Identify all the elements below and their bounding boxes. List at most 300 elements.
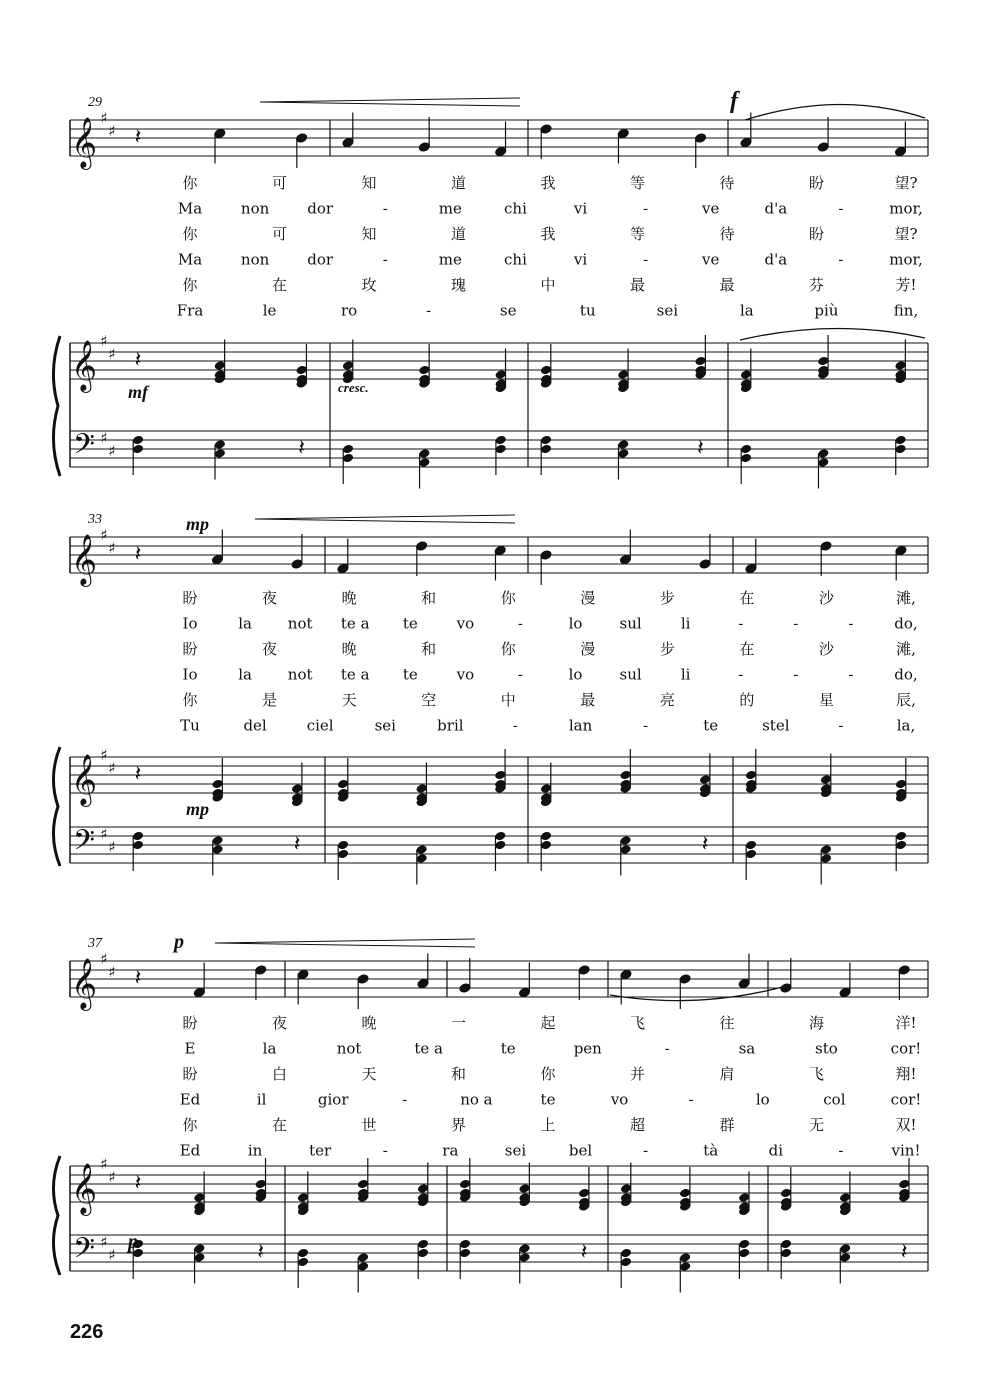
piano-lh-chord xyxy=(620,1248,632,1288)
lyric-syllable: 往 xyxy=(719,1014,735,1032)
piano-rh-chord xyxy=(518,1163,530,1208)
cresc-hairpin xyxy=(260,98,520,106)
lyric-syllable: ve xyxy=(702,199,720,218)
lyric-syllable: 你 xyxy=(500,589,516,607)
voice-note xyxy=(495,122,507,157)
lyric-syllable: do, xyxy=(894,665,918,684)
lyric-syllable: sei xyxy=(504,1141,527,1160)
lyric-syllable: 翔! xyxy=(895,1065,917,1083)
quarter-rest-icon: 𝄽 xyxy=(134,762,142,787)
lyric-syllable: - xyxy=(643,250,649,269)
lyric-syllable: 盼 xyxy=(182,589,198,607)
lyric-syllable: 芬 xyxy=(808,276,825,294)
lyric-syllable: - xyxy=(688,1090,694,1109)
lyric-syllable: 夜 xyxy=(271,1014,288,1032)
lyric-syllable: te a xyxy=(340,614,370,633)
piano-rh-chord xyxy=(694,335,706,380)
voice-note xyxy=(211,530,223,565)
lyric-syllable: 最 xyxy=(719,276,735,294)
voice-note xyxy=(342,113,354,148)
lyric-syllable: 最 xyxy=(580,691,596,709)
lyric-syllable: 夜 xyxy=(262,640,278,658)
lyric-syllable: le xyxy=(262,301,277,320)
lyric-syllable: not xyxy=(287,665,313,684)
piano-rh-chord xyxy=(894,340,906,385)
lyric-syllable: 的 xyxy=(739,691,755,709)
lyric-syllable: ter xyxy=(309,1141,332,1160)
lyric-syllable: 盼 xyxy=(808,174,825,192)
lyric-syllable: - xyxy=(426,301,432,320)
lyric-syllable: - xyxy=(793,665,799,684)
piano-lh-chord xyxy=(132,831,144,871)
lyric-syllable: 白 xyxy=(271,1065,288,1083)
lyric-syllable: 和 xyxy=(421,640,437,658)
lyric-syllable: 你 xyxy=(500,640,516,658)
lyric-syllable: dor xyxy=(307,199,334,218)
lyric-syllable: te xyxy=(500,1039,516,1058)
lyric-syllable: me xyxy=(438,250,462,269)
piano-rh-chord xyxy=(211,758,223,803)
lyric-syllable: 可 xyxy=(271,225,288,243)
voice-note xyxy=(459,958,471,993)
voice-note xyxy=(357,974,369,1009)
lyric-syllable: sei xyxy=(656,301,679,320)
piano-rh-chord xyxy=(578,1167,590,1212)
lyric-syllable: 我 xyxy=(540,225,556,243)
piano-lh-chord xyxy=(740,444,752,484)
piano-rh-chord xyxy=(494,749,506,794)
dynamic-f: f xyxy=(730,88,738,114)
lyric-syllable: 天 xyxy=(361,1065,377,1083)
lyric-syllable: te a xyxy=(414,1039,443,1058)
quarter-rest-icon: 𝄽 xyxy=(701,832,709,857)
lyric-syllable: 你 xyxy=(182,225,198,243)
lyric-syllable: 肩 xyxy=(719,1065,735,1083)
lyric-syllable: 滩, xyxy=(896,589,916,607)
voice-note xyxy=(817,117,829,152)
lyric-syllable: 界 xyxy=(450,1116,467,1134)
sharp-icon: ♯ xyxy=(100,526,108,544)
hairpin-line xyxy=(255,515,515,519)
sharp-icon: ♯ xyxy=(100,1233,108,1251)
piano-rh-chord xyxy=(357,1158,369,1203)
lyric-syllable: 起 xyxy=(540,1014,556,1032)
lyric-syllable: - xyxy=(643,716,649,735)
lyric-syllable: la xyxy=(740,301,754,320)
lyric-syllable: mor, xyxy=(889,250,923,269)
lyric-syllable: - xyxy=(382,199,388,218)
lyric-syllable: - xyxy=(643,199,649,218)
lyric-syllable: 在 xyxy=(271,1116,288,1134)
piano-lh-chord xyxy=(459,1239,471,1279)
sharp-icon: ♯ xyxy=(108,963,116,981)
treble-clef-icon: 𝄞 xyxy=(70,958,98,1009)
piano-lh-chord xyxy=(817,448,829,488)
lyric-syllable: 沙 xyxy=(818,589,834,607)
piano-lh-chord xyxy=(297,1248,309,1288)
piano-rh-chord xyxy=(745,749,757,794)
piano-rh-chord xyxy=(738,1172,750,1217)
lyric-syllable: col xyxy=(823,1090,846,1109)
lyric-syllable: 晚 xyxy=(361,1014,377,1032)
lyric-syllable: 盼 xyxy=(182,640,198,658)
piano-rh-chord xyxy=(817,335,829,380)
lyric-syllable: 步 xyxy=(659,640,675,658)
lyric-syllable: ra xyxy=(442,1141,459,1160)
quarter-rest-icon: 𝄽 xyxy=(900,1240,908,1265)
lyric-syllable: - xyxy=(664,1039,670,1058)
piano-lh-chord xyxy=(895,831,907,871)
lyric-syllable: - xyxy=(793,614,799,633)
lyric-syllable: Io xyxy=(182,614,198,633)
piano-lh-chord xyxy=(745,840,757,880)
bass-clef-icon: 𝄢 xyxy=(73,428,95,468)
piano-lh-chord xyxy=(738,1239,750,1279)
lyric-syllable: vin! xyxy=(891,1141,921,1160)
lyric-syllable: Ma xyxy=(177,199,203,218)
quarter-rest-icon: 𝄽 xyxy=(134,542,142,567)
lyric-syllable: 漫 xyxy=(580,589,596,607)
lyric-syllable: 在 xyxy=(271,276,288,294)
quarter-rest-icon: 𝄽 xyxy=(298,436,306,461)
system-1 xyxy=(53,95,928,489)
voice-note xyxy=(679,974,691,1009)
piano-rh-chord xyxy=(619,749,631,794)
lyric-syllable: - xyxy=(838,716,844,735)
lyric-syllable: 洋! xyxy=(895,1014,917,1032)
piano-lh-chord xyxy=(820,844,832,884)
treble-clef-icon: 𝄞 xyxy=(70,340,98,391)
lyric-syllable: sul xyxy=(619,614,642,633)
lyric-syllable: - xyxy=(738,614,744,633)
lyric-syllable: se xyxy=(499,301,517,320)
lyric-syllable: Ma xyxy=(177,250,203,269)
voice-note xyxy=(417,954,429,989)
lyric-syllable: la xyxy=(238,614,252,633)
lyric-syllable: 和 xyxy=(421,589,437,607)
lyric-syllable: vi xyxy=(573,250,588,269)
lyric-syllable: te xyxy=(540,1090,556,1109)
sharp-icon: ♯ xyxy=(100,950,108,968)
treble-clef-icon: 𝄞 xyxy=(70,534,98,585)
lyric-syllable: 待 xyxy=(719,225,735,243)
lyric-syllable: vo xyxy=(456,665,475,684)
piano-lh-chord xyxy=(357,1252,369,1292)
voice-note xyxy=(578,965,590,1000)
piano-rh-chord xyxy=(839,1172,851,1217)
sharp-icon: ♯ xyxy=(108,759,116,777)
lyric-syllable: Ed xyxy=(179,1141,201,1160)
voice-note xyxy=(738,954,750,989)
lyric-syllable: cor! xyxy=(890,1090,922,1109)
lyric-syllable: chi xyxy=(504,199,527,218)
lyric-syllable: - xyxy=(643,1141,649,1160)
lyric-syllable: la xyxy=(238,665,252,684)
hairpin-line xyxy=(255,519,515,523)
sharp-icon: ♯ xyxy=(108,539,116,557)
voice-note xyxy=(418,117,430,152)
lyric-syllable: - xyxy=(517,614,524,633)
page-number: 226 xyxy=(70,1321,104,1343)
piano-rh-chord xyxy=(780,1167,792,1212)
quarter-rest-icon: 𝄽 xyxy=(134,348,142,373)
voice-note xyxy=(193,963,205,998)
system-2 xyxy=(53,512,928,885)
cresc-hairpin xyxy=(215,939,475,947)
piano-rh-chord xyxy=(417,1163,429,1208)
voice-note xyxy=(540,550,552,585)
system-3 xyxy=(53,936,928,1293)
lyric-syllable: 望? xyxy=(894,174,918,192)
lyric-syllable: tu xyxy=(579,301,596,320)
lyric-syllable: fin, xyxy=(893,301,919,320)
lyric-syllable: ciel xyxy=(306,716,334,735)
piano-rh-chord xyxy=(495,349,507,394)
lyric-syllable: bel xyxy=(568,1141,593,1160)
lyric-syllable: dor xyxy=(307,250,334,269)
quarter-rest-icon: 𝄽 xyxy=(134,966,142,991)
piano-rh-chord xyxy=(214,340,226,385)
lyric-syllable: 无 xyxy=(808,1116,825,1134)
piano-lh-chord xyxy=(518,1243,530,1283)
lyric-syllable: 飞 xyxy=(629,1014,646,1032)
piano-rh-chord xyxy=(337,758,349,803)
hairpin-line xyxy=(260,98,520,102)
lyric-syllable: 天 xyxy=(341,691,357,709)
lyric-syllable: 空 xyxy=(421,691,437,709)
voice-note xyxy=(745,539,757,574)
quarter-rest-icon: 𝄽 xyxy=(697,436,704,461)
voice-note xyxy=(337,539,349,574)
voice-note xyxy=(295,133,307,168)
lyric-syllable: sei xyxy=(374,716,396,735)
piano-lh-chord xyxy=(619,835,631,875)
piano-lh-chord xyxy=(193,1243,205,1283)
dynamic-p: p xyxy=(128,1231,138,1253)
lyric-syllable: gior xyxy=(317,1090,349,1109)
cresc-hairpin xyxy=(255,515,515,523)
lyric-syllable: Fra xyxy=(176,301,204,320)
lyric-syllable: no a xyxy=(460,1090,493,1109)
voice-note xyxy=(494,545,506,580)
lyric-syllable: cor! xyxy=(890,1039,922,1058)
lyric-syllable: 并 xyxy=(629,1065,646,1083)
piano-rh-chord xyxy=(820,754,832,799)
piano-lh-chord xyxy=(540,435,552,475)
hairpin-line xyxy=(215,943,475,947)
tie xyxy=(610,985,790,1001)
lyric-syllable: sto xyxy=(815,1039,838,1058)
lyric-syllable: stel xyxy=(762,716,790,735)
lyric-syllable: 待 xyxy=(719,174,735,192)
quarter-rest-icon: 𝄽 xyxy=(257,1240,265,1265)
lyric-syllable: 芳! xyxy=(895,276,917,294)
lyric-syllable: 盼 xyxy=(182,1065,198,1083)
voice-note xyxy=(291,534,303,569)
voice-note xyxy=(540,124,552,159)
voice-note xyxy=(780,958,792,993)
piano-rh-chord xyxy=(898,1158,910,1203)
piano-lh-chord xyxy=(214,439,226,479)
voice-note xyxy=(894,122,906,157)
piano-rh-chord xyxy=(679,1167,691,1212)
lyric-syllable: 海 xyxy=(808,1014,825,1032)
lyric-syllable: ve xyxy=(702,250,720,269)
lyric-syllable: 上 xyxy=(540,1116,556,1134)
piano-brace xyxy=(53,747,60,866)
lyric-syllable: 和 xyxy=(450,1065,467,1083)
lyric-syllable: 望? xyxy=(894,225,918,243)
lyric-syllable: sul xyxy=(619,665,642,684)
piano-rh-chord xyxy=(740,349,752,394)
piano-lh-chord xyxy=(894,435,906,475)
lyric-syllable: - xyxy=(838,1141,844,1160)
sharp-icon: ♯ xyxy=(108,122,116,140)
quarter-rest-icon: 𝄽 xyxy=(134,1171,142,1196)
lyric-syllable: ro xyxy=(341,301,358,320)
lyric-syllable: do, xyxy=(894,614,918,633)
sharp-icon: ♯ xyxy=(108,838,116,856)
bass-clef-icon: 𝄢 xyxy=(73,824,95,864)
lyric-syllable: 盼 xyxy=(808,225,825,243)
lyric-syllable: 星 xyxy=(818,691,834,709)
dynamic-mp: mp xyxy=(186,514,210,534)
voice-note xyxy=(694,133,706,168)
lyric-syllable: li xyxy=(680,665,691,684)
lyric-syllable: - xyxy=(517,665,524,684)
voice-note xyxy=(620,969,632,1004)
lyric-syllable: E xyxy=(184,1039,196,1058)
lyric-syllable: d'a xyxy=(764,250,788,269)
lyric-syllable: - xyxy=(382,1141,388,1160)
piano-rh-chord xyxy=(617,349,629,394)
lyric-syllable: me xyxy=(438,199,462,218)
sharp-icon: ♯ xyxy=(100,746,108,764)
treble-clef-icon: 𝄞 xyxy=(70,754,98,805)
voice-note xyxy=(255,965,267,1000)
dynamic-mp: mp xyxy=(186,799,210,819)
piano-rh-chord xyxy=(291,763,303,808)
treble-clef-icon: 𝄞 xyxy=(70,117,98,168)
lyric-syllable: mor, xyxy=(889,199,923,218)
piano-lh-chord xyxy=(617,439,629,479)
measure-number: 37 xyxy=(88,936,102,951)
piano-lh-chord xyxy=(418,448,430,488)
lyric-syllable: 双! xyxy=(895,1116,917,1134)
lyric-syllable: in xyxy=(247,1141,263,1160)
hairpin-line xyxy=(215,939,475,943)
lyric-syllable: 晚 xyxy=(341,640,357,658)
lyric-syllable: 是 xyxy=(262,691,278,709)
sharp-icon: ♯ xyxy=(100,109,108,127)
lyric-syllable: 道 xyxy=(450,174,467,192)
piano-rh-chord xyxy=(415,763,427,808)
lyric-syllable: lo xyxy=(568,665,583,684)
lyric-syllable: 等 xyxy=(629,174,646,192)
piano-lh-chord xyxy=(211,835,223,875)
sharp-icon: ♯ xyxy=(100,429,108,447)
piano-rh-chord xyxy=(297,1172,309,1217)
piano-rh-chord xyxy=(699,754,711,799)
lyric-syllable: la, xyxy=(896,716,916,735)
piano-rh-chord xyxy=(193,1172,205,1217)
lyric-syllable: - xyxy=(838,199,844,218)
voice-note xyxy=(415,541,427,576)
sharp-icon: ♯ xyxy=(108,442,116,460)
piano-lh-chord xyxy=(679,1252,691,1292)
quarter-rest-icon: 𝄽 xyxy=(293,832,301,857)
lyric-syllable: chi xyxy=(504,250,527,269)
lyric-syllable: vo xyxy=(456,614,475,633)
lyric-syllable: 你 xyxy=(540,1065,556,1083)
lyric-syllable: Ed xyxy=(179,1090,201,1109)
lyric-syllable: 你 xyxy=(182,276,198,294)
lyric-syllable: - xyxy=(738,665,744,684)
voice-note xyxy=(898,965,910,1000)
slur xyxy=(745,104,925,120)
lyric-syllable: 沙 xyxy=(818,640,834,658)
lyric-syllable: 晚 xyxy=(341,589,357,607)
lyric-syllable: 道 xyxy=(450,225,467,243)
lyric-syllable: 在 xyxy=(739,589,755,607)
measure-number: 29 xyxy=(88,95,102,110)
lyric-syllable: 世 xyxy=(361,1116,377,1134)
lyric-syllable: - xyxy=(382,250,388,269)
lyric-syllable: - xyxy=(838,250,844,269)
lyric-syllable: - xyxy=(848,665,854,684)
lyric-syllable: 一 xyxy=(450,1014,467,1032)
lyric-syllable: te xyxy=(402,614,418,633)
treble-clef-icon: 𝄞 xyxy=(70,1163,98,1214)
lyric-syllable: li xyxy=(680,614,691,633)
lyric-syllable: lo xyxy=(568,614,583,633)
lyric-syllable: del xyxy=(243,716,267,735)
piano-brace xyxy=(53,336,60,476)
tie xyxy=(740,328,925,340)
lyric-syllable: la xyxy=(262,1039,277,1058)
lyric-syllable: 等 xyxy=(629,225,646,243)
lyric-syllable: te xyxy=(703,716,719,735)
lyric-syllable: vi xyxy=(573,199,588,218)
lyric-syllable: d'a xyxy=(764,199,788,218)
bass-clef-icon: 𝄢 xyxy=(73,1232,95,1272)
lyric-syllable: not xyxy=(287,614,313,633)
dynamic-cresc: cresc. xyxy=(338,380,369,395)
lyric-syllable: 你 xyxy=(182,691,198,709)
hairpin-line xyxy=(260,102,520,106)
lyric-syllable: 夜 xyxy=(262,589,278,607)
lyric-syllable: te a xyxy=(340,665,370,684)
piano-bass-staff xyxy=(70,1235,928,1271)
voice-note xyxy=(699,534,711,569)
lyric-syllable: bril xyxy=(437,716,464,735)
piano-lh-chord xyxy=(417,1239,429,1279)
lyric-syllable: 你 xyxy=(182,1116,198,1134)
piano-rh-chord xyxy=(620,1163,632,1208)
piano-brace xyxy=(53,1156,60,1275)
lyric-syllable: 步 xyxy=(659,589,675,607)
sharp-icon: ♯ xyxy=(100,1155,108,1173)
lyric-syllable: pen xyxy=(573,1039,602,1058)
lyric-syllable: di xyxy=(768,1141,784,1160)
lyric-syllable: non xyxy=(240,199,270,218)
quarter-rest-icon: 𝄽 xyxy=(134,125,142,150)
lyric-syllable: 可 xyxy=(271,174,288,192)
lyric-syllable: not xyxy=(336,1039,362,1058)
lyric-syllable: 玫 xyxy=(361,276,377,294)
sharp-icon: ♯ xyxy=(108,345,116,363)
lyric-syllable: più xyxy=(814,301,839,320)
